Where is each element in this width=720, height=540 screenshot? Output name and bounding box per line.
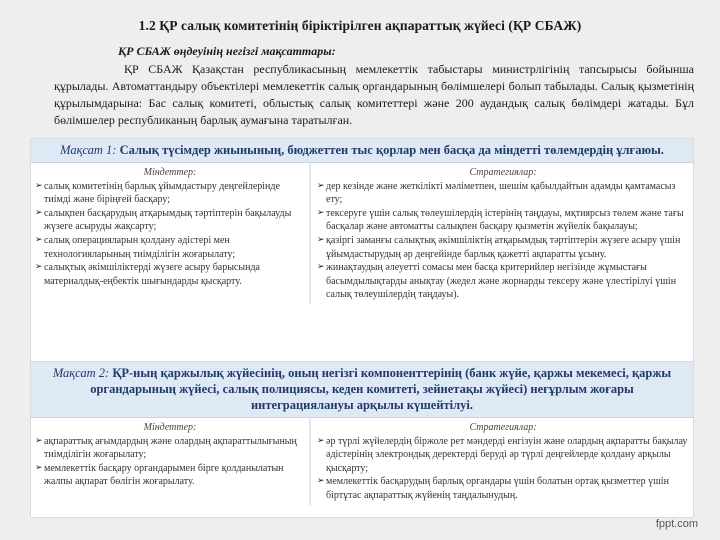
goal-1-tasks — [31, 163, 311, 304]
bullet-arrow-icon: ➢ — [317, 207, 325, 218]
list-item: ➢ салықпен басқарудың атқарымдық тәртіптерін бақылауды жүзеге асыруды жақсарту; — [35, 207, 292, 233]
page-title: 1.2 ҚР салық комитетінің біріктірілген ақпараттық жүйесі (ҚР СБАЖ) — [138, 18, 582, 33]
goal-2-title: Мақсат 2: — [52, 366, 110, 380]
bullet-arrow-icon: ➢ — [35, 435, 43, 446]
bullet-arrow-icon: ➢ — [317, 435, 325, 446]
goal-1-title: Мақсат 1: — [60, 143, 117, 157]
goal-1-header — [31, 139, 693, 163]
subtitle: ҚР СБАЖ өңдеуінің негізгі мақсаттары: — [118, 44, 336, 58]
bullet-arrow-icon: ➢ — [35, 207, 43, 218]
bullet-arrow-icon: ➢ — [35, 262, 43, 273]
bullet-arrow-icon: ➢ — [317, 180, 325, 191]
list-item: ➢ ақпараттық ағымдардың және олардың ақпараттылығының тиімділігін жоғарылату; — [35, 435, 297, 461]
goal-1-text: Салық түсімдер жиынының, бюджеттен тыс қорлар мен басқа да міндетті төлемдердің ұлғаюы. — [119, 143, 664, 157]
list-item: ➢ салық комитетінің барлық ұйымдастыру деңгейлерінде тиімді және біріңғей басқару; — [35, 180, 280, 206]
tasks-header: Міндеттер: — [143, 167, 197, 178]
goal-2-strategies — [311, 418, 693, 505]
goal-2-text: ҚР-ның қаржылық жүйесінің, оның негізгі компоненттерінің (банк жүйе, қаржы мекемесі, қаржы органдарының жүйесі, салық полициясы, кеден комитеті, зейнетақы жүйесі) неғұрлым жоғары интеграциялануы арқылы күшейтілуі. — [90, 366, 672, 412]
list-item: ➢ мемлекеттік басқару органдарымен бірге қолданылатын жалпы ақпарат бөлігін жоғарылату. — [35, 462, 284, 488]
list-item: ➢ тексеруге үшін салық төлеушілердің істерінің таңдауы, мқтиярсыз төлем және тағы басқалар және автоматты салықпен басқару қызметін жүйелік бақылауы; — [317, 207, 684, 233]
list-item: ➢ дер кезінде және жеткілікті мәліметпен, шешім қабылдайтын адамды қамтамасыз ету; — [317, 180, 676, 206]
bullet-arrow-icon: ➢ — [35, 462, 43, 473]
bullet-arrow-icon: ➢ — [317, 262, 325, 273]
list-item: ➢ жинақтаудың әлеуетті сомасы мен басқа критерийлер негізінде жұмыстағы басымдылықтарды анықтау (жедел және жорнарды тексеру және үлестірілуі үшін салық төлеушілердің таңдауы). — [317, 262, 677, 301]
strategies-header: Стратегиялар: — [469, 422, 537, 433]
tasks-header: Міндеттер: — [143, 422, 197, 433]
bullet-arrow-icon: ➢ — [317, 476, 325, 487]
goal-2-block — [30, 361, 694, 518]
list-item: ➢ әр түрлі жүйелердің біржоле рет мәндерді енгізуін және олардың ақпаратты бақылау әдістерінің электрондық деректерді беруді әр түрлі деңгейлерде қолдану арқылы қысқарту; — [317, 435, 688, 474]
goal-2-tasks — [31, 418, 311, 505]
goal-1-block — [30, 138, 694, 362]
bullet-arrow-icon: ➢ — [317, 234, 325, 245]
goal-2-header — [31, 362, 693, 418]
list-item: ➢ салық операцияларын қолдану әдістері мен технологияларының тиімділігін жоғарылату; — [35, 234, 236, 260]
list-item: ➢ салықтық әкімшіліктерді жүзеге асыру барысында материалдық-еңбектік шығындарды қысқарту. — [35, 262, 260, 287]
goal-1-strategies — [311, 163, 693, 304]
bullet-arrow-icon: ➢ — [35, 180, 43, 191]
strategies-header: Стратегиялар: — [469, 167, 537, 178]
list-item: ➢ мемлекеттік басқарудың барлық органдары үшін болатын ортақ қызметтер үшін біртұтас ақпараттық жүйенің таңдалынудың. — [317, 476, 669, 501]
intro-paragraph: ҚР СБАЖ Қазақстан республикасының мемлекеттік табыстары министрлігінің тапсырысы бойынша құрылады. Автоматтандыру объектілері мемлекеттік салық органдарының бөлімшелері болып табылады. Салық қызметінің құрылымдарына: Бас салық комитеті, облыстық салық комитеттері және 200 аудандық салық бөлімдері жатады. Бұл бөлімшелер республиканың барлық аумағына таратылған. — [54, 62, 694, 127]
list-item: ➢ қазіргі заманғы салықтық әкімшіліктің атқарымдық тәртіптерін жүзеге асыру үшін ұйымдастырудың әр деңгейінде барлық қажетті ақпаратты ұсыну. — [317, 234, 681, 260]
bullet-arrow-icon: ➢ — [35, 234, 43, 245]
footer-watermark[interactable]: fppt.com — [655, 518, 698, 530]
